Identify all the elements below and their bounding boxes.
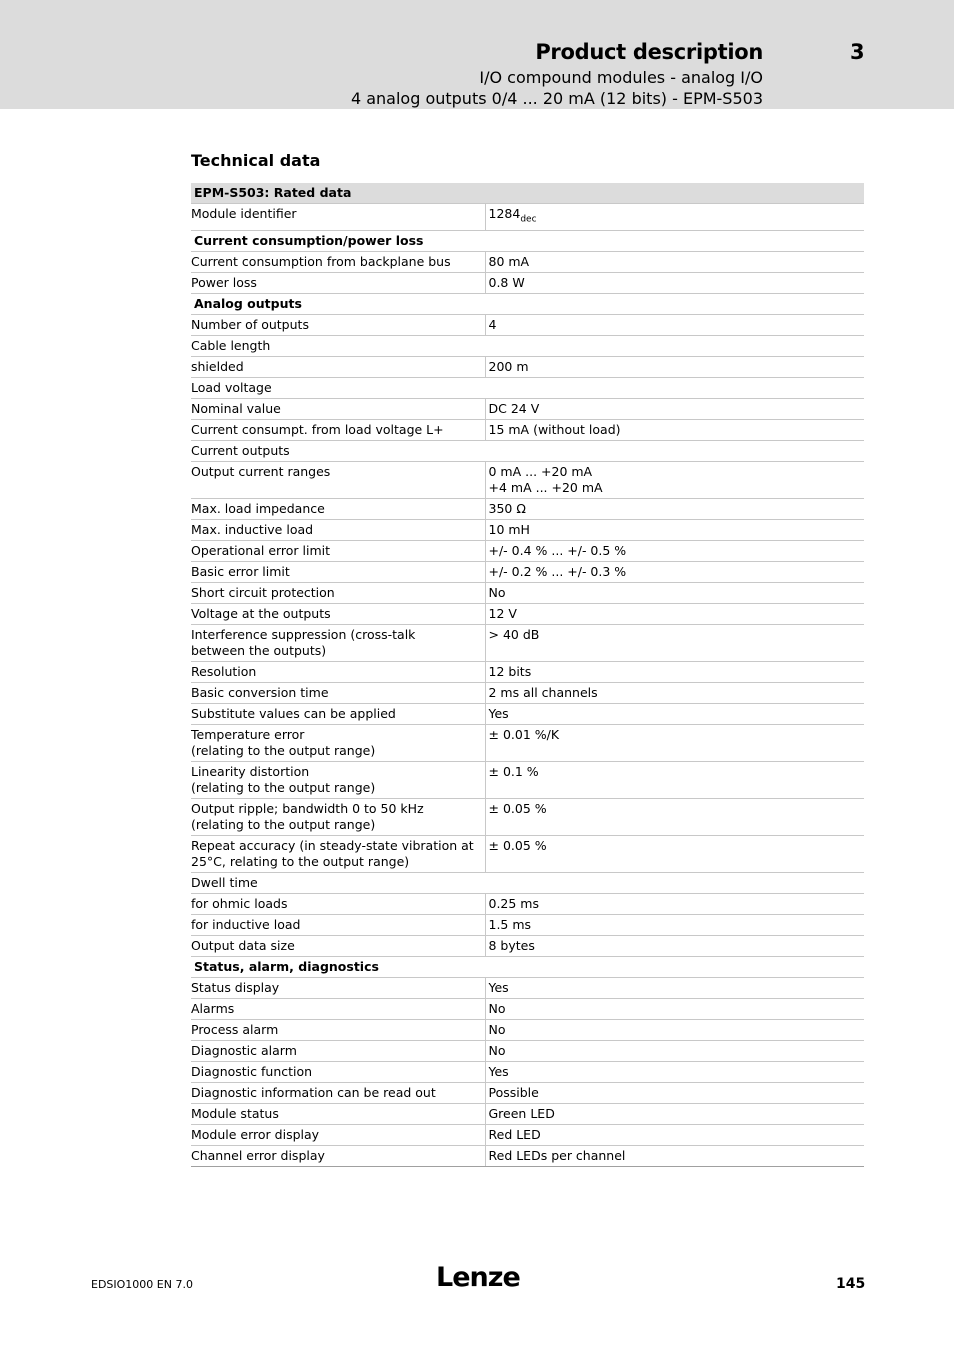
row-label: Resolution [191,661,485,682]
row-label [191,624,485,661]
row-value: 200 m [485,356,864,377]
group-label: Current consumption/power loss [191,230,864,251]
row-label: shielded [191,356,485,377]
table-row [191,540,864,561]
table-row [191,561,864,582]
row-value: 1.5 ms [485,914,864,935]
row-value: Red LEDs per channel [485,1145,864,1166]
table-header-row [191,183,864,204]
table-row [191,419,864,440]
row-label: Basic error limit [191,561,485,582]
row-value: > 40 dB [485,624,864,661]
row-label [191,761,485,798]
table-row [191,1019,864,1040]
table-row [191,398,864,419]
row-value-line: +4 mA ... +20 mA [488,479,603,495]
row-label: Operational error limit [191,540,485,561]
row-value: ± 0.01 %/K [485,724,864,761]
row-label: Voltage at the outputs [191,603,485,624]
row-value: DC 24 V [485,398,864,419]
row-label: Current consumpt. from load voltage L+ [191,419,485,440]
table-row [191,835,864,872]
page-subtitle-2: 4 analog outputs 0/4 ... 20 mA (12 bits) - EPM-S503 [350,89,763,108]
row-value: 12 bits [485,661,864,682]
table-row [191,798,864,835]
group-row [191,956,864,977]
page-title: Product description [535,40,763,64]
technical-data-table [191,183,864,1167]
table-row [191,314,864,335]
row-value: Green LED [485,1103,864,1124]
row-value: 2 ms all channels [485,682,864,703]
group-row [191,293,864,314]
row-value: 4 [485,314,864,335]
row-value-subscript: dec [520,214,537,225]
row-label: Process alarm [191,1019,485,1040]
row-value: 12 V [485,603,864,624]
row-value: Yes [485,977,864,998]
table-header-label: EPM-S503: Rated data [191,183,864,204]
row-label: Status display [191,977,485,998]
row-label [191,724,485,761]
row-label-line: (relating to the output range) [191,742,376,758]
row-label: Module status [191,1103,485,1124]
table-row [191,761,864,798]
row-label: Current consumption from backplane bus [191,251,485,272]
row-label-line: (relating to the output range) [191,816,376,832]
row-label: Nominal value [191,398,485,419]
row-label [191,798,485,835]
subgroup-row [191,872,864,893]
row-label-line: Temperature error [191,726,305,742]
row-label: for ohmic loads [191,893,485,914]
row-value: Yes [485,1061,864,1082]
row-label: Diagnostic alarm [191,1040,485,1061]
table-row [191,661,864,682]
table-row [191,682,864,703]
row-value: 80 mA [485,251,864,272]
table-row [191,893,864,914]
table-row [191,935,864,956]
row-value: 10 mH [485,519,864,540]
row-label: Module error display [191,1124,485,1145]
table-row [191,519,864,540]
table-row [191,914,864,935]
row-label: Substitute values can be applied [191,703,485,724]
table-row [191,603,864,624]
table-row [191,251,864,272]
table-row [191,1124,864,1145]
row-value-line: 0 mA ... +20 mA [488,463,593,479]
row-label-line: between the outputs) [191,642,327,658]
row-value: No [485,998,864,1019]
row-label: Number of outputs [191,314,485,335]
row-value: 350 Ω [485,498,864,519]
page-subtitle-1: I/O compound modules - analog I/O [479,68,763,87]
row-value [485,461,864,498]
section-heading: Technical data [191,151,321,170]
row-label [191,835,485,872]
subgroup-row [191,335,864,356]
table-row [191,998,864,1019]
row-label: Max. load impedance [191,498,485,519]
group-label: Status, alarm, diagnostics [191,956,864,977]
row-label: Diagnostic information can be read out [191,1082,485,1103]
page-number: 145 [836,1276,866,1292]
table-row [191,977,864,998]
row-label-line: Linearity distortion [191,763,310,779]
row-value: ± 0.05 % [485,798,864,835]
row-value: Red LED [485,1124,864,1145]
row-value: No [485,1019,864,1040]
row-label: Channel error display [191,1145,485,1166]
subgroup-label: Dwell time [191,872,864,893]
row-label-line: 25°C, relating to the output range) [191,853,410,869]
table-row [191,204,864,231]
subgroup-label: Current outputs [191,440,864,461]
row-label: for inductive load [191,914,485,935]
row-value: +/- 0.2 % ... +/- 0.3 % [485,561,864,582]
table-row [191,272,864,293]
subgroup-label: Cable length [191,335,864,356]
table-row [191,1145,864,1166]
row-label-line: Output ripple; bandwidth 0 to 50 kHz [191,800,424,816]
row-label-line: Repeat accuracy (in steady-state vibration at [191,837,474,853]
row-label-line: (relating to the output range) [191,779,376,795]
subgroup-row [191,440,864,461]
row-label: Diagnostic function [191,1061,485,1082]
group-label: Analog outputs [191,293,864,314]
row-value: 8 bytes [485,935,864,956]
row-value: ± 0.1 % [485,761,864,798]
subgroup-row [191,377,864,398]
row-value: 0.25 ms [485,893,864,914]
table-row [191,356,864,377]
table-row [191,1061,864,1082]
table-row [191,498,864,519]
table-row [191,582,864,603]
row-label: Output data size [191,935,485,956]
row-label-line: Interference suppression (cross-talk [191,626,416,642]
row-label: Module identifier [191,204,485,231]
row-label: Alarms [191,998,485,1019]
subgroup-label: Load voltage [191,377,864,398]
table-row [191,461,864,498]
table-row [191,1082,864,1103]
table-row [191,703,864,724]
row-value-main: 1284 [488,206,521,221]
lenze-logo: Lenze [436,1262,520,1293]
row-label: Power loss [191,272,485,293]
row-label: Short circuit protection [191,582,485,603]
document-id: EDSIO1000 EN 7.0 [91,1278,193,1291]
row-value: No [485,582,864,603]
row-value: ± 0.05 % [485,835,864,872]
table-row [191,1040,864,1061]
table-row [191,1103,864,1124]
row-label: Basic conversion time [191,682,485,703]
group-row [191,230,864,251]
row-label: Output current ranges [191,461,485,498]
row-value: 15 mA (without load) [485,419,864,440]
row-label: Max. inductive load [191,519,485,540]
row-value: +/- 0.4 % ... +/- 0.5 % [485,540,864,561]
row-value: Possible [485,1082,864,1103]
table-row [191,724,864,761]
chapter-number: 3 [850,40,865,64]
row-value [485,204,864,231]
row-value: Yes [485,703,864,724]
table-row [191,624,864,661]
row-value: 0.8 W [485,272,864,293]
row-value: No [485,1040,864,1061]
